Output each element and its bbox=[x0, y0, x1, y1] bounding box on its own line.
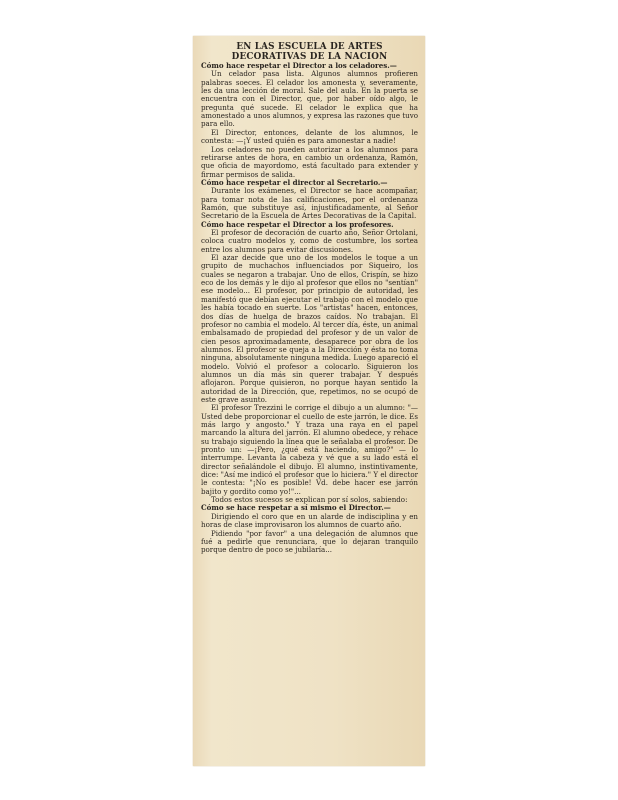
section-secretario bbox=[201, 179, 418, 221]
section-heading: Cómo hace respetar el director al Secretario.— bbox=[201, 177, 388, 187]
paragraph: Dirigiendo el coro que en un alarde de indisciplina y en horas de clase improvisaron los alumnos de cuarto año. bbox=[201, 511, 418, 530]
paragraph: El Director, entonces, delante de los alumnos, le contesta: —¡Y usted quién es para amonestar a nadie! bbox=[201, 127, 418, 146]
section-director bbox=[201, 504, 418, 554]
article-title-line-2: DECORATIVAS DE LA NACION bbox=[231, 52, 388, 62]
paragraph: El azar decide que uno de los modelos le toque a un grupito de muchachos influenciados por Siqueiro, los cuales se negaron a trabajar. Uno de ellos, Crispín, se hizo eco de los demás y le dijo al profesor que ellos no "sentían" ese modelo... El profesor, por principio de autoridad, les manifestó que debían ejecutar el trabajo con el modelo que les había tocado en suerte. Los "artistas" hacen, entonces, dos días de huelga de brazos caídos. No trabajan. El profesor no cambia el modelo. Al tercer día, éste, un animal embalsamado de propiedad del profesor y de un valor de cien pesos aproximadamente, desaparece por obra de los alumnos. El profesor se queja a la Dirección y ésta no toma ninguna, absolutamente ninguna medida. Luego apareció el modelo. Volvió el profesor a colocarlo. Siguieron los alumnos un día más sin querer trabajar. Y después aflojaron. Porque quisieron, no porque hayan sentido la autoridad de la Dirección, que, repetimos, no se ocupó de este grave asunto. bbox=[201, 253, 418, 404]
paragraph: Todos estos sucesos se explican por sí solos, sabiendo: bbox=[211, 495, 408, 505]
paragraph: Los celadores no pueden autorizar a los alumnos para retirarse antes de hora, en cambio un ordenanza, Ramón, que oficia de mayordomo, está facultado para extender y firmar permisos de salida. bbox=[201, 144, 418, 179]
section-profesores bbox=[201, 221, 418, 505]
newspaper-clipping bbox=[193, 36, 425, 766]
section-heading: Cómo hace respetar el Director a los celadores.— bbox=[201, 61, 397, 70]
section-heading: Cómo se hace respetar a sí mismo el Director.— bbox=[201, 503, 391, 513]
paragraph: El profesor Trezzini le corrige el dibujo a un alumno: "—Usted debe proporcionar el cuello de este jarrón, le dice. Es más largo y angosto." Y traza una raya en el papel marcando la altura del jarrón. El alumno obedece, y rehace su trabajo siguiendo la línea que le señalaba el profesor. De pronto un: —¡Pero, ¿qué está haciendo, amigo?" — lo interrumpe. Levanta la cabeza y vé que a su lado está el director señalándole el dibujo. El alumno, instintivamente, dice: "Así me indicó el profesor que lo hiciera." Y el director le contesta: "¡No es posible! Vd. debe hacer ese jarrón bajito y gordito como yo!"... bbox=[201, 403, 418, 496]
paragraph: Durante los exámenes, el Director se hace acompañar, para tomar nota de las calificaciones, por el ordenanza Ramón, que substituye así, injustificadamente, al Señor Secretario de la Escuela de Artes Decorativas de la Capital. bbox=[201, 186, 418, 221]
section-heading: Cómo hace respetar el Director a los profesores. bbox=[201, 219, 394, 229]
article-title-line-1: EN LAS ESCUELA DE ARTES bbox=[236, 42, 383, 52]
section-celadores bbox=[201, 62, 418, 179]
paragraph: Pidiendo "por favor" a una delegación de alumnos que fué a pedirle que renunciara, que lo dejaran tranquilo porque dentro de poco se jubilaría... bbox=[201, 528, 418, 555]
paragraph: El profesor de decoración de cuarto año, Señor Ortolani, coloca cuatro modelos y, como de costumbre, los sortea entre los alumnos para evitar discusiones. bbox=[201, 228, 418, 254]
paragraph: Un celador pasa lista. Algunos alumnos profieren palabras soeces. El celador los amonesta y, severamente, les da una lección de moral. Sale del aula. En la puerta se encuentra con el Director, que, por haber oído algo, le pregunta qué sucede. El celador le explica que ha amonestado a unos alumnos, y expresa las razones que tuvo para ello. bbox=[201, 69, 419, 129]
